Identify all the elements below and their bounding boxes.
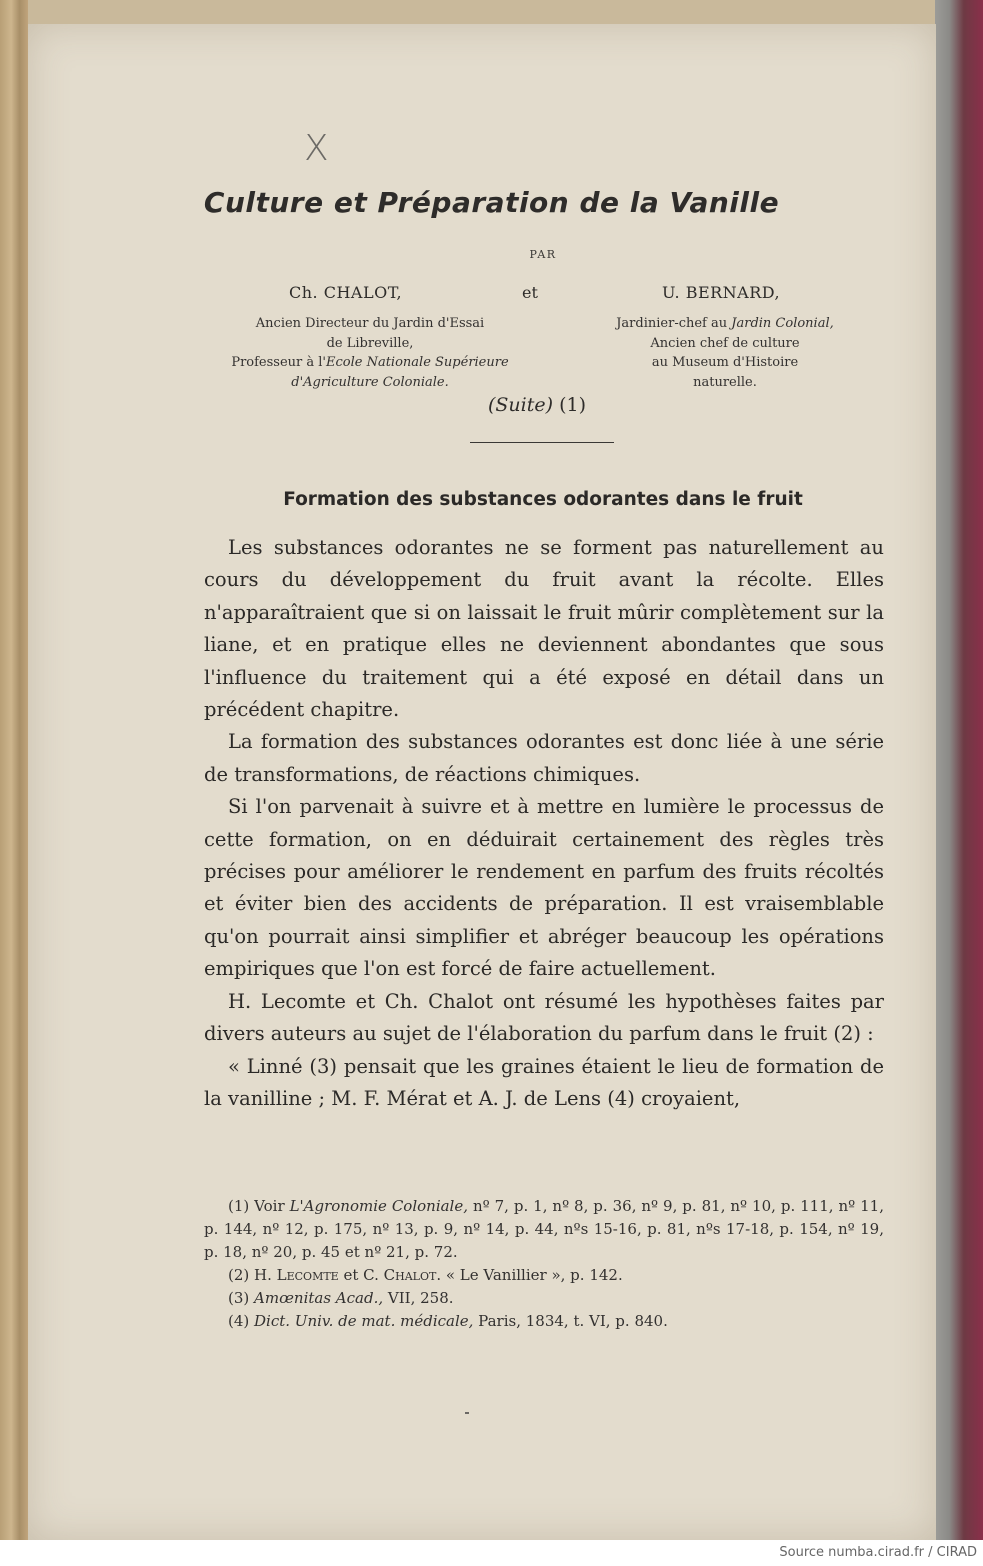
body-paragraph: Si l'on parvenait à suivre et à mettre en lumière le processus de cette formation, on en déduirait certainement des règles très précises pour améliorer le rendement en parfum des fruits récoltés et éviter bien des accidents de préparation. Il est vraisemblable qu'on pourrait ainsi simplifier et abréger beaucoup les opérations empiriques que l'on est forcé de faire actuellement. — [204, 795, 884, 981]
body-paragraph: « Linné (3) pensait que les graines étaient le lieu de formation de la vanilline ; M. F. Mérat et A. J. de Lens (4) croyaient, — [204, 1054, 884, 1110]
affiliation-line: d'Agriculture Coloniale. — [291, 374, 449, 390]
book-edge-right — [935, 0, 983, 1540]
body-paragraph: H. Lecomte et Ch. Chalot ont résumé les hypothèses faites par divers auteurs au sujet de l'élaboration du parfum dans le fruit (2) : — [204, 989, 884, 1046]
affiliation-line: Jardinier-chef au Jardin Colonial, — [616, 316, 834, 331]
title-divider — [470, 442, 614, 443]
source-credit: Source numba.cirad.fr / CIRAD — [779, 1545, 977, 1560]
book-edge-left — [0, 0, 28, 1540]
body-paragraph: Les substances odorantes ne se forment pas naturellement au cours du développement du fruit avant la récolte. Elles n'apparaîtraient que si on laissait le fruit mûrir complètement sur la liane, et en pratique elles ne deviennent abondantes que sous l'influence du traitement qui a été exposé en détail dans un précédent chapitre. — [204, 536, 884, 722]
affiliation-line: naturelle. — [693, 374, 757, 390]
author-affiliation-chalot — [185, 314, 555, 392]
footnote-1: (1) Voir L'Agronomie Coloniale, nº 7, p. 1, nº 8, p. 36, nº 9, p. 81, nº 10, p. 111, nº 11, p. 144, nº 12, p. 175, nº 13, p. 9, nº 14, p. 44, nºs 15-16, p. 81, nºs 17-18, p. 154, nº 19, p. 18, nº 20, p. 45 et nº 21, p. 72. — [204, 1197, 884, 1261]
author-conjunction: et — [522, 283, 538, 302]
footnote-2: (2) H. Lecomte et C. Chalot. « Le Vanillier », p. 142. — [228, 1266, 623, 1284]
section-heading: Formation des substances odorantes dans le fruit — [283, 489, 803, 510]
affiliation-line: de Libreville, — [326, 335, 414, 351]
body-text — [204, 532, 884, 1115]
author-name-chalot: Ch. CHALOT, — [289, 283, 403, 302]
footnote-3: (3) Amœnitas Acad., VII, 258. — [228, 1289, 454, 1307]
footnote-4: (4) Dict. Univ. de mat. médicale, Paris, 1834, t. VI, p. 840. — [228, 1312, 668, 1330]
affiliation-line: au Museum d'Histoire — [651, 355, 799, 370]
page-mark — [465, 1412, 469, 1414]
affiliation-line: Ancien chef de culture — [650, 335, 800, 351]
author-affiliation-bernard — [580, 314, 870, 392]
article-title: Culture et Préparation de la Vanille — [203, 186, 780, 219]
body-paragraph: La formation des substances odorantes est donc liée à une série de transformations, de réactions chimiques. — [204, 730, 884, 786]
affiliation-line: Professeur à l'Ecole Nationale Supérieure — [231, 355, 509, 370]
by-label: PAR — [529, 248, 557, 261]
footnotes — [204, 1195, 884, 1333]
author-name-bernard: U. BERNARD, — [662, 283, 781, 302]
pencil-mark: X — [304, 128, 329, 169]
suite-label: (Suite) (1) — [488, 394, 586, 416]
affiliation-line: Ancien Directeur du Jardin d'Essai — [255, 316, 485, 331]
